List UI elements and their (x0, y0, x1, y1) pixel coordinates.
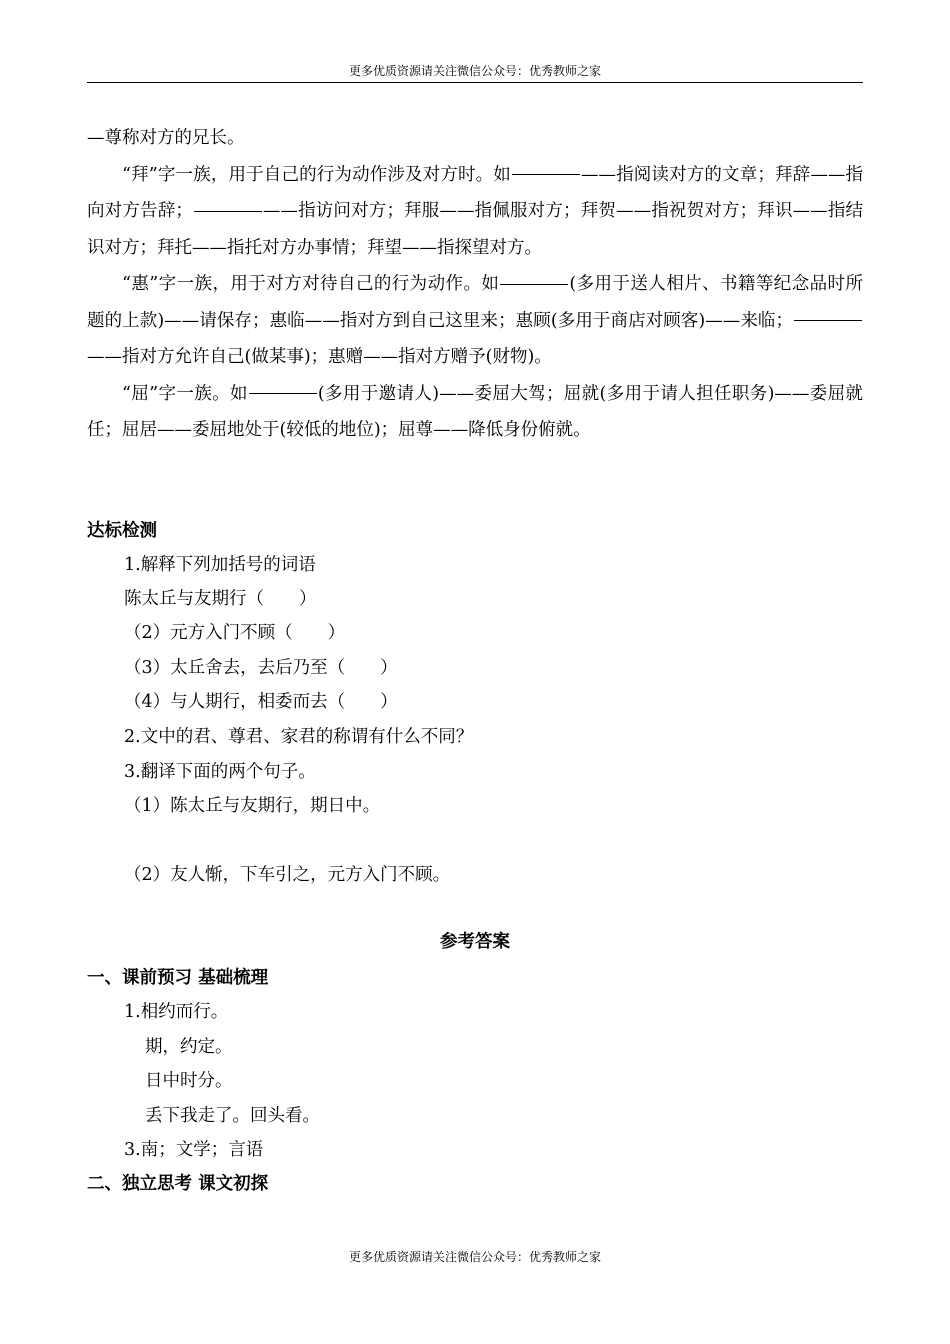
fill-blank (794, 319, 862, 321)
fill-blank (249, 392, 317, 394)
question-1-item-1: 陈太丘与友期行（ ） (124, 589, 317, 609)
answers-section-1-title: 一、课前预习 基础梳理 (87, 968, 269, 988)
page-footer: 更多优质资源请关注微信公众号：优秀教师之家 (348, 1250, 601, 1264)
fill-blank (194, 210, 262, 212)
intro-paragraph-bai (87, 157, 863, 267)
question-1-item-4: （4）与人期行，相委而去（ ） (124, 692, 398, 712)
hui-text-a: “惠”字一族，用于对方对待自己的行为动作。如 (122, 274, 500, 294)
fill-blank (500, 283, 568, 285)
page-header: 更多优质资源请关注微信公众号：优秀教师之家 (348, 64, 601, 78)
fill-blank (512, 173, 580, 175)
question-3-item-1: （1）陈太丘与友期行，期日中。 (124, 796, 381, 816)
question-1: 1.解释下列加括号的词语 (124, 555, 316, 575)
bai-text-b: ——指阅读对方的文章；拜辞——指向对方告辞； (87, 164, 863, 221)
intro-paragraph-hui (87, 266, 863, 376)
answers-section-2-title: 二、独立思考 课文初探 (87, 1174, 269, 1194)
qu-text-b: (多用于邀请人)——委屈大驾；屈就(多用于请人担任职务)——委屈就任；屈居——委屈地处于(较低的地位)；屈尊——降低身份俯就。 (87, 383, 863, 440)
answer-1: 1.相约而行。 (124, 1002, 229, 1022)
answer-1-line-2: 期，约定。 (145, 1037, 233, 1057)
answer-3: 3.南；文学；言语 (124, 1140, 264, 1160)
qu-text-a: “屈”字一族。如 (122, 383, 248, 404)
question-1-item-2: （2）元方入门不顾（ ） (124, 623, 346, 643)
question-2: 2.文中的君、尊君、家君的称谓有什么不同？ (124, 727, 474, 747)
question-1-item-3: （3）太丘舍去，去后乃至（ ） (124, 658, 398, 678)
question-3: 3.翻译下面的两个句子。 (124, 762, 316, 782)
bai-text-c: ——指访问对方；拜服——指佩服对方；拜贺——指祝贺对方；拜识——指结识对方；拜托——指托对方办事情；拜望——指探望对方。 (87, 201, 864, 258)
question-3-item-2: （2）友人惭，下车引之，元方入门不顾。 (124, 865, 451, 885)
check-section-title: 达标检测 (87, 521, 157, 541)
intro-paragraph-qu (87, 376, 863, 449)
bai-text-a: “拜”字一族，用于自己的行为动作涉及对方时。如 (122, 164, 511, 185)
answer-1-line-3: 日中时分。 (145, 1071, 233, 1091)
header-rule (87, 82, 863, 83)
intro-text-0: —尊称对方的兄长。 (87, 128, 245, 148)
hui-text-c: ——指对方允许自己(做某事)；惠赠——指对方赠予(财物)。 (87, 347, 552, 367)
intro-paragraph-0 (87, 120, 863, 157)
answer-1-line-4: 丢下我走了。回头看。 (145, 1106, 320, 1126)
intro-section (87, 120, 863, 449)
hui-text-b: (多用于送人相片、书籍等纪念品时所题的上款)——请保存；惠临——指对方到自己这里来；惠顾(多用于商店对顾客)——来临； (87, 274, 863, 331)
answers-title: 参考答案 (440, 932, 510, 952)
